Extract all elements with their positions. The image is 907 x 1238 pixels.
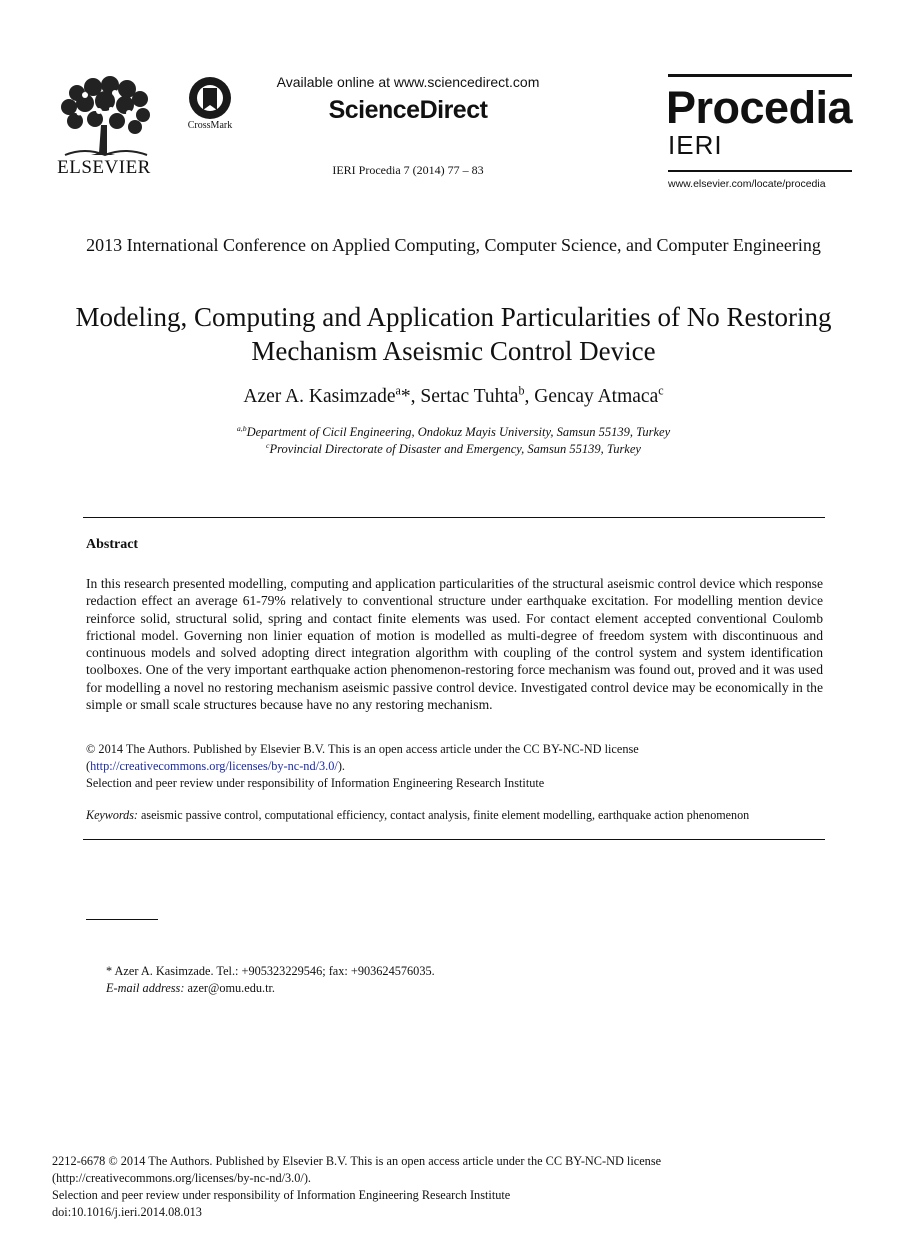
affiliation-text: Provincial Directorate of Disaster and Emergency, Samsun 55139, Turkey [269, 442, 641, 456]
author-name: Azer A. Kasimzade [243, 386, 396, 407]
abstract-text: In this research presented modelling, computing and application particularities of the structural aseismic control device which response redaction effect an average 61-79% relatively to conventional structure under earthquake excitation. For modelling mention device reinforce solid, structural solid, spring and contact finite elements was used. For contact element accepted conventional Coulomb frictional model. Governing non linier equation of motion is modelled as multi-degree of freedom system with discontinuous and continuous models and solved adopting direct integration algorithm with coupling of the control system and system identification toolboxes. One of the very important earthquake action phenomenon-restoring force mechanism was found out, proved and it was used for modelling a novel no restoring mechanism aseismic passive control device. Investigated control device may be economically in the simple or small scale structures because have no any restoring mechanism. [86, 576, 823, 713]
author-name: Sertac Tuhta [420, 386, 519, 407]
copyright-footer [52, 1153, 852, 1221]
crossmark-label: CrossMark [187, 120, 233, 131]
section-divider [83, 517, 825, 518]
author-name: Gencay Atmaca [534, 386, 659, 407]
doi-line[interactable]: doi:10.1016/j.ieri.2014.08.013 [52, 1205, 202, 1219]
affiliations [60, 424, 847, 458]
keywords-line [86, 808, 846, 823]
corresponding-mark: * [400, 386, 411, 407]
author-affiliation-sup: b [518, 383, 525, 398]
affiliation-sup: c [266, 440, 270, 450]
section-divider [83, 839, 825, 840]
conference-name: 2013 International Conference on Applied Computing, Computer Science, and Computer Engineering [86, 235, 821, 255]
author-affiliation-sup: c [658, 383, 664, 398]
license-link[interactable]: http://creativecommons.org/licenses/by-nc-nd/3.0/ [90, 759, 338, 773]
keywords-label: Keywords: [86, 808, 138, 822]
keywords-text: aseismic passive control, computational efficiency, contact analysis, finite element modelling, earthquake action phenomenon [137, 808, 750, 822]
footer-link-line: (http://creativecommons.org/licenses/by-nc-nd/3.0/). [52, 1171, 311, 1185]
affiliation-line [60, 441, 847, 458]
journal-url-link[interactable]: www.elsevier.com/locate/procedia [668, 178, 826, 190]
license-line: © 2014 The Authors. Published by Elsevier B.V. This is an open access article under the CC BY-NC-ND license [86, 742, 639, 756]
email-line [106, 980, 806, 997]
affiliation-text: Department of Cicil Engineering, Ondokuz Mayis University, Samsun 55139, Turkey [246, 425, 671, 439]
author-separator: , [524, 386, 535, 407]
affiliation-line [60, 424, 847, 441]
email-label: E-mail address: [106, 981, 185, 995]
author-list [60, 383, 847, 408]
procedia-divider [668, 170, 852, 172]
license-link-line: (http://creativecommons.org/licenses/by-nc-nd/3.0/). [86, 759, 345, 773]
footer-peer-review: Selection and peer review under responsibility of Information Engineering Research Institute [52, 1188, 511, 1202]
abstract-heading: Abstract [86, 537, 139, 552]
footer-license-link[interactable]: http://creativecommons.org/licenses/by-nc-nd/3.0/ [56, 1171, 304, 1185]
procedia-wordmark: Procedia [666, 82, 853, 133]
license-block [86, 741, 823, 792]
corresponding-contact: * Azer A. Kasimzade. Tel.: +905323229546; fax: +903624576035. [106, 964, 435, 978]
paper-title: Modeling, Computing and Application Particularities of No Restoring Mechanism Aseismic Control Device [75, 302, 832, 366]
email-address[interactable]: azer@omu.edu.tr. [184, 981, 275, 995]
peer-review-line: Selection and peer review under responsibility of Information Engineering Research Institute [86, 776, 545, 790]
footnote-divider [86, 919, 158, 920]
available-online-text: Available online at www.sciencedirect.com [276, 74, 540, 90]
procedia-ieri-label: IERI [668, 130, 723, 160]
issn-line: 2212-6678 © 2014 The Authors. Published by Elsevier B.V. This is an open access article under the CC BY-NC-ND license [52, 1154, 662, 1168]
corresponding-author-footnote [106, 963, 806, 997]
affiliation-sup: a,b [236, 423, 247, 433]
procedia-top-rules [668, 74, 852, 79]
sciencedirect-wordmark[interactable]: ScienceDirect [328, 96, 488, 124]
author-separator: , [410, 386, 421, 407]
journal-reference: IERI Procedia 7 (2014) 77 – 83 [332, 163, 484, 177]
author-affiliation-sup: a [395, 383, 401, 398]
elsevier-wordmark: ELSEVIER [57, 157, 151, 178]
